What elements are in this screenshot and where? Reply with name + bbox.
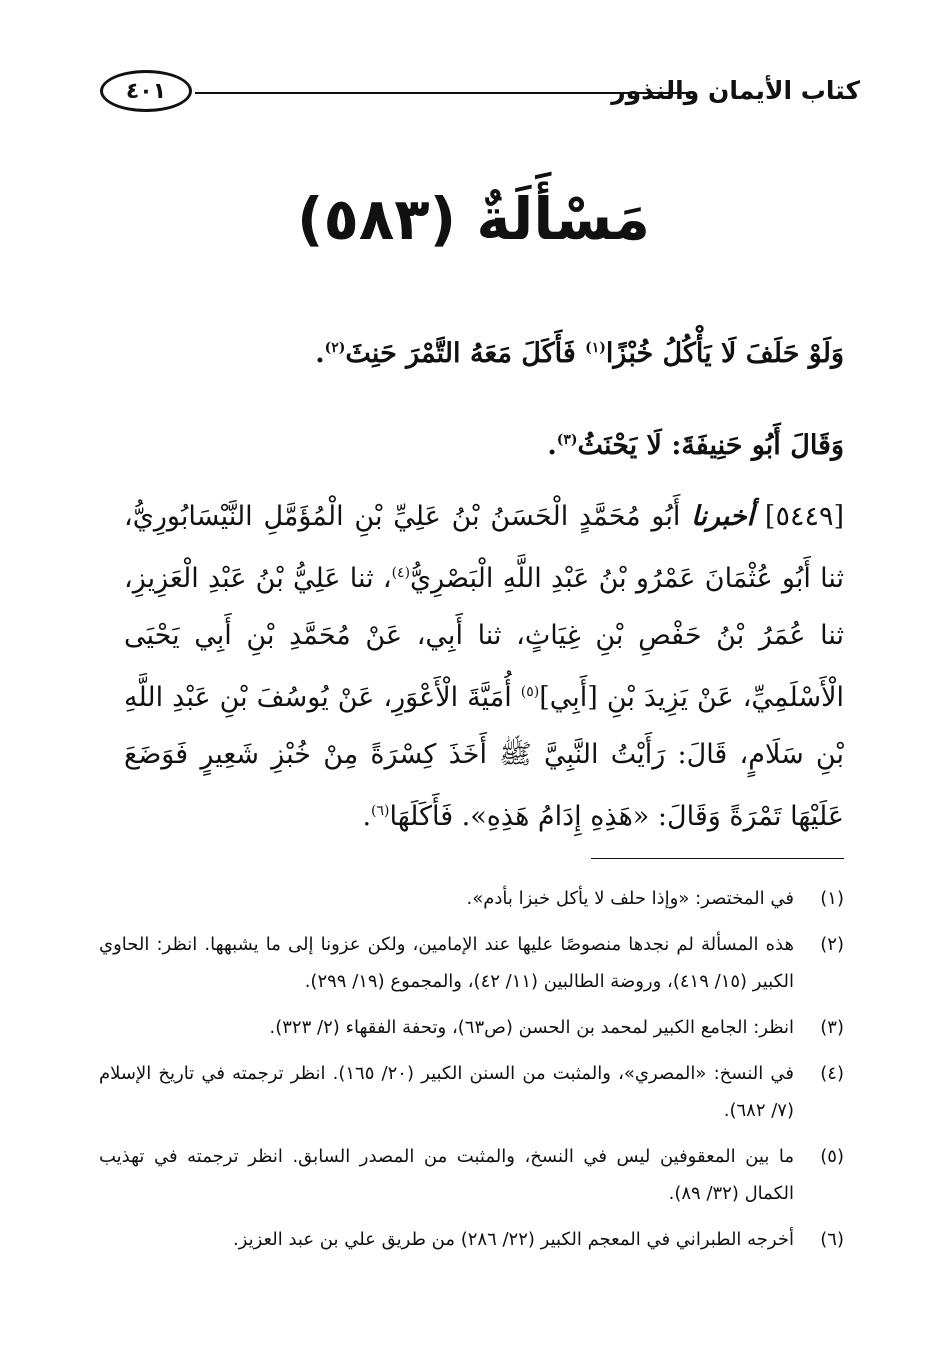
opinion-statement — [124, 430, 844, 461]
running-title: كتاب الأيمان والنذور — [611, 76, 860, 105]
footnote-text: في المختصر: «وإذا حلف لا يأكل خبزا بأدم». — [466, 888, 794, 909]
footnote-number: (٣) — [820, 1017, 844, 1038]
page-number: ٤٠١ — [100, 70, 192, 112]
footnotes-section — [99, 880, 844, 1267]
statement-continuation: فَأَكَلَ مَعَهُ التَّمْرَ حَنِثَ — [345, 338, 586, 369]
footnote — [99, 880, 844, 917]
footnote-number: (٥) — [820, 1146, 844, 1167]
footnote-ref-1[interactable]: (١) — [585, 340, 606, 356]
opinion-text: وَقَالَ أَبُو حَنِيفَةَ: لَا يَحْنَثُ — [577, 430, 844, 461]
footnote-ref-6[interactable]: (٦) — [371, 803, 390, 819]
statement-text: وَلَوْ حَلَفَ لَا يَأْكُلُ خُبْزًا — [605, 338, 844, 369]
page-header — [100, 70, 860, 120]
footnote — [99, 926, 844, 1000]
footnote-number: (٤) — [820, 1063, 844, 1084]
statement-end: . — [315, 338, 325, 369]
footnote-ref-5[interactable]: (٥) — [520, 684, 540, 700]
footnote-text: انظر: الجامع الكبير لمحمد بن الحسن (ص٦٣)، وتحفة الفقهاء (٢/ ٣٢٣). — [269, 1017, 794, 1038]
footnote — [99, 1221, 844, 1258]
footnote — [99, 1009, 844, 1046]
footnote-ref-4[interactable]: (٤) — [391, 565, 411, 581]
footnote-number: (١) — [820, 888, 844, 909]
hadith-paragraph — [124, 488, 844, 845]
hadith-chain-part2: ، ثنا عَلِيُّ بْنُ عَبْدِ الْعَزِيزِ، ثنا عُمَرُ بْنُ حَفْصِ بْنِ غِيَاثٍ، ثنا أَبِي، عَنْ مُحَمَّدِ بْنِ أَبِي يَحْيَى الْأَسْلَمِيِّ، عَنْ يَزِيدَ بْنِ [أَبِي] — [124, 563, 844, 713]
footnote-number: (٢) — [820, 934, 844, 955]
footnote-text: أخرجه الطبراني في المعجم الكبير (٢٢/ ٢٨٦) من طريق علي بن عبد العزيز. — [232, 1229, 794, 1250]
footnote — [99, 1138, 844, 1212]
issue-title: مَسْأَلَةٌ (٥٨٣) — [296, 185, 651, 253]
header-rule — [195, 92, 690, 94]
footnote-number: (٦) — [820, 1229, 844, 1250]
hadith-number: [٥٤٤٩] — [754, 501, 844, 532]
footnote-text: ما بين المعقوفين ليس في النسخ، والمثبت من المصدر السابق. انظر ترجمته في تهذيب الكمال (٣٢/ ٨٩). — [99, 1146, 794, 1204]
hadith-text: أُمَيَّةَ الْأَعْوَرِ، عَنْ يُوسُفَ بْنِ عَبْدِ اللَّهِ بْنِ سَلَامٍ، قَالَ: رَأَيْتُ النَّبِيَّ ﷺ أَخَذَ كِسْرَةً مِنْ خُبْزِ شَعِيرٍ فَوَضَعَ عَلَيْهَا تَمْرَةً وَقَالَ: «هَذِهِ إِدَامُ هَذِهِ». فَأَكَلَهَا — [124, 682, 844, 832]
opinion-end: . — [547, 430, 557, 461]
footnote-ref-3[interactable]: (٣) — [556, 432, 578, 448]
footnote-text: هذه المسألة لم نجدها منصوصًا عليها عند الإمامين، ولكن عزونا إلى ما يشبهها. انظر: الحاوي الكبير (١٥/ ٤١٩)، وروضة الطالبين (١١/ ٤٢)، والمجموع (١٩/ ٢٩٩). — [99, 934, 794, 992]
hadith-chain-part1: أَبُو مُحَمَّدٍ الْحَسَنُ بْنُ عَلِيِّ بْنِ الْمُؤَمَّلِ النَّيْسَابُورِيُّ، ثنا أَبُو عُثْمَانَ عَمْرُو بْنُ عَبْدِ اللَّهِ الْبَصْرِيُّ — [124, 501, 844, 594]
footnote-ref-2[interactable]: (٢) — [324, 340, 346, 356]
hadith-lead-word: أخبرنا — [691, 501, 755, 532]
issue-statement — [124, 338, 844, 369]
footnote-separator — [591, 858, 844, 859]
footnote-text: في النسخ: «المصري»، والمثبت من السنن الكبير (٢٠/ ١٦٥). انظر ترجمته في تاريخ الإسلام (٧/ ٦٨٢). — [99, 1063, 794, 1121]
hadith-end: . — [362, 801, 372, 832]
footnote — [99, 1055, 844, 1129]
